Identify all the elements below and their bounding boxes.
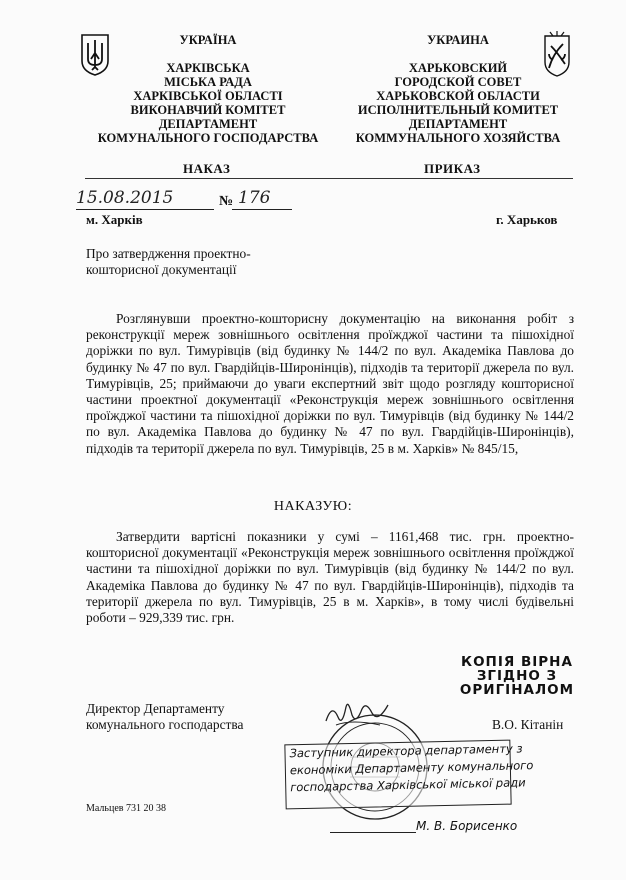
order-number: 176	[238, 188, 271, 208]
org-line: ГОРОДСКОЙ СОВЕТ	[394, 75, 522, 89]
org-line: КОММУНАЛЬНОГО ХОЗЯЙСТВА	[355, 131, 561, 145]
certification-stamp	[284, 740, 534, 810]
certification-line: економіки Департаменту комунального	[289, 758, 534, 778]
certifier-name: М. В. Борисенко	[416, 819, 518, 833]
certification-line: Заступник директора департаменту з	[289, 741, 523, 761]
country-name-ua: УКРАЇНА	[179, 33, 237, 47]
signatory-name: В.О. Кітанін	[492, 717, 564, 732]
org-line: ДЕПАРТАМЕНТ	[158, 117, 258, 131]
header-divider	[85, 178, 573, 179]
order-word-ua: НАКАЗ	[183, 161, 231, 176]
certifier-signature-line	[330, 832, 416, 833]
number-underline	[232, 209, 292, 210]
subject-line: Про затвердження проектно-	[86, 246, 251, 261]
org-line: ИСПОЛНИТЕЛЬНЫЙ КОМИТЕТ	[357, 103, 559, 117]
org-line: МІСЬКА РАДА	[164, 75, 252, 89]
org-line: ХАРЬКОВСКИЙ	[408, 61, 508, 75]
copy-certified-stamp: КОПІЯ ВІРНА ЗГІДНО З ОРИГІНАЛОМ	[459, 654, 575, 698]
executor-contact: Мальцев 731 20 38	[86, 803, 166, 814]
certification-line: господарства Харківської міської ради	[290, 775, 526, 795]
country-name-ru: УКРАИНА	[427, 33, 489, 47]
subject-line: кошторисної документації	[86, 262, 237, 277]
order-heading: НАКАЗУЮ:	[273, 499, 353, 514]
header-left	[88, 33, 328, 145]
city-ru: г. Харьков	[496, 212, 558, 227]
order-subject	[86, 246, 251, 278]
org-line: ХАРКІВСЬКА	[166, 61, 250, 75]
city-ua: м. Харків	[86, 212, 143, 227]
org-line: КОМУНАЛЬНОГО ГОСПОДАРСТВА	[97, 131, 319, 145]
order-body-paragraph: Затвердити вартісні показники у сумі – 1161,468 тис. грн. проектно-кошторисної документації «Реконструкція мереж зовнішнього освітлення проїжджої частини та пішохідної доріжки по вул. Тимурівців (від будинку № 144/2 по вул. Академіка Павлова до будинку № 47 по вул. Гвардійців-Широнінців), підходів та території джерела по вул. Тимурівців, 25 в м. Харків», в тому числі будівельні роботи – 929,339 тис. грн.	[86, 529, 574, 626]
order-word-ru: ПРИКАЗ	[424, 161, 481, 176]
org-line: ХАРЬКОВСКОЙ ОБЛАСТИ	[376, 89, 540, 103]
order-date: 15.08.2015	[76, 188, 174, 208]
signatory-title: Директор Департаменту комунального господарства	[86, 701, 244, 732]
org-line: ВИКОНАВЧИЙ КОМІТЕТ	[130, 103, 286, 117]
number-sign: №	[219, 194, 234, 209]
date-underline	[76, 209, 214, 210]
org-line: ХАРКІВСЬКОЇ ОБЛАСТІ	[133, 89, 283, 103]
org-line: ДЕПАРТАМЕНТ	[408, 117, 508, 131]
preamble-paragraph: Розглянувши проектно-кошторисну документацію на виконання робіт з реконструкції мереж зовнішнього освітлення проїжджої частини та пішохідної доріжки по вул. Тимурівців (від будинку № 144/2 по вул. Академіка Павлова до будинку № 47 по вул. Гвардійців-Широнінців), підходів та території джерела по вул. Тимурівців, 25; приймаючи до уваги експертний звіт щодо розгляду кошторисної частини проектної документації «Реконструкція мереж зовнішнього освітлення проїжджої частини та пішохідної доріжки по вул. Тимурівців (від будинку № 144/2 по вул. Академіка Павлова до будинку № 47 по вул. Гвардійців-Широнінців), підходів та території джерела по вул. Тимурівців, 25 в м. Харків» № 845/15,	[86, 311, 574, 456]
header-right	[338, 33, 578, 145]
